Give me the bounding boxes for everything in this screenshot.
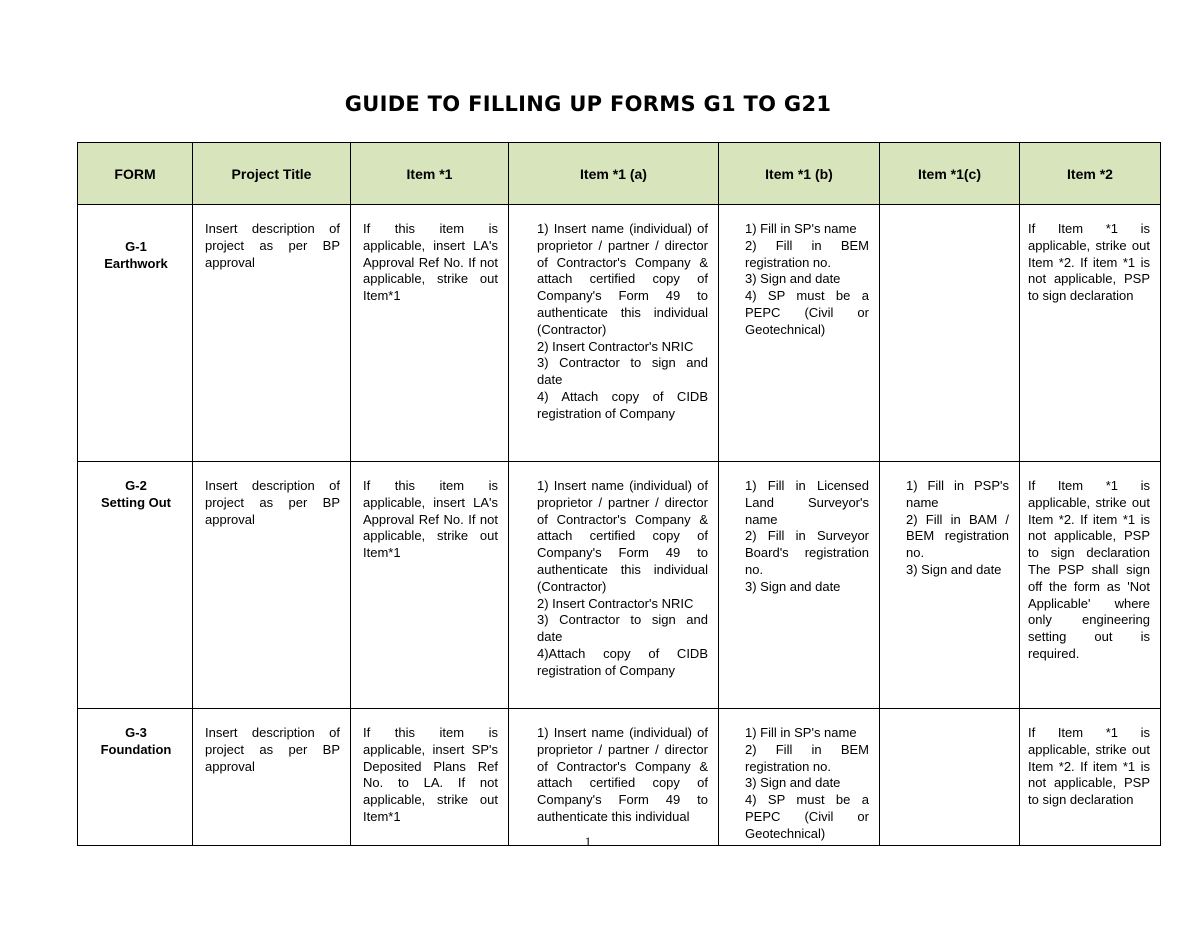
table-header-row [78,143,1161,205]
form-name: Setting Out [100,494,172,510]
list-item: 2) Fill in Surveyor Board's registration no. [745,528,869,577]
list-item: 1) Fill in Licensed Land Surveyor's name [745,478,869,527]
form-name: Earthwork [104,255,168,271]
form-cell [78,709,193,846]
list-item: 2) Fill in BAM / BEM registration no. [906,511,1009,561]
list-item: 2) Insert Contractor's NRIC [537,338,694,354]
form-name: Foundation [100,741,172,757]
table-row [78,462,1161,709]
header-project-title: Project Title [193,143,351,205]
page-number: 1 [584,834,592,849]
form-code: G-3 [125,725,147,740]
item1c-cell [880,205,1020,462]
list-item: 2) Insert Contractor's NRIC [537,595,694,611]
form-code: G-1 [125,239,147,254]
table-row [78,709,1161,846]
list-item: 4)Attach copy of CIDB registration of Company [537,645,708,678]
list-item: 1) Fill in SP's name [745,221,857,236]
list-item: 2) Fill in BEM registration no. [745,741,869,774]
list-item: 2) Fill in BEM registration no. [745,237,869,270]
forms-guide-table [77,142,1161,846]
page-title: GUIDE TO FILLING UP FORMS G1 TO G21 [344,92,832,116]
header-form: FORM [78,143,193,205]
header-item-1c: Item *1(c) [880,143,1020,205]
item1a-cell [509,205,719,462]
item1-cell: If this item is applicable, insert LA's Approval Ref No. If not applicable, strike out Item*1 [351,205,509,462]
list-item: 3) Contractor to sign and date [537,612,708,645]
list-item: 3) Sign and date [745,271,841,287]
header-item-2: Item *2 [1020,143,1161,205]
list-item: 1) Fill in PSP's name [906,478,1009,510]
item1c-cell [880,462,1020,709]
list-item: 3) Sign and date [745,775,841,791]
item1a-cell [509,462,719,709]
list-item: 1) Insert name (individual) of proprietor / partner / director of Contractor's Company & attach certified copy of Company's Form 49 to authenticate this individual (Contractor) [537,478,708,594]
item1b-cell [719,709,880,846]
header-item-1b: Item *1 (b) [719,143,880,205]
form-cell [78,462,193,709]
item1b-cell [719,205,880,462]
list-item: 3) Contractor to sign and date [537,355,708,388]
list-item: 1) Fill in SP's name [745,725,857,740]
item1-cell: If this item is applicable, insert LA's Approval Ref No. If not applicable, strike out Item*1 [351,462,509,709]
list-item: 4) Attach copy of CIDB registration of Company [537,388,708,421]
project-title-cell: Insert description of project as per BP approval [193,462,351,709]
item1-cell: If this item is applicable, insert SP's Deposited Plans Ref No. to LA. If not applicable, strike out Item*1 [351,709,509,846]
header-item-1a: Item *1 (a) [509,143,719,205]
list-item: 1) Insert name (individual) of proprietor / partner / director of Contractor's Company & attach certified copy of Company's Form 49 to authenticate this individual (Contractor) [537,221,708,337]
list-item: 3) Sign and date [745,578,841,594]
item2-cell: If Item *1 is applicable, strike out Item *2. If item *1 is not applicable, PSP to sign declaration [1020,709,1161,846]
form-code: G-2 [125,478,147,493]
project-title-cell: Insert description of project as per BP approval [193,205,351,462]
item2-cell: If Item *1 is applicable, strike out Item *2. If item *1 is not applicable, PSP to sign declaration [1020,205,1161,462]
list-item: 1) Insert name (individual) of proprietor / partner / director of Contractor's Company & attach certified copy of Company's Form 49 to authenticate this individual [537,725,708,824]
item1a-cell [509,709,719,846]
list-item: 4) SP must be a PEPC (Civil or Geotechnical) [745,288,869,337]
table-row [78,205,1161,462]
item2-cell: If Item *1 is applicable, strike out Item *2. If item *1 is not applicable, PSP to sign declaration The PSP shall sign off the form as 'Not Applicable' where only engineering setting out is required. [1020,462,1161,709]
item1c-cell [880,709,1020,846]
list-item: 3) Sign and date [906,561,1002,577]
form-cell [78,205,193,462]
item1b-cell [719,462,880,709]
project-title-cell: Insert description of project as per BP approval [193,709,351,846]
list-item: 4) SP must be a PEPC (Civil or Geotechnical) [745,792,869,841]
header-item-1: Item *1 [351,143,509,205]
